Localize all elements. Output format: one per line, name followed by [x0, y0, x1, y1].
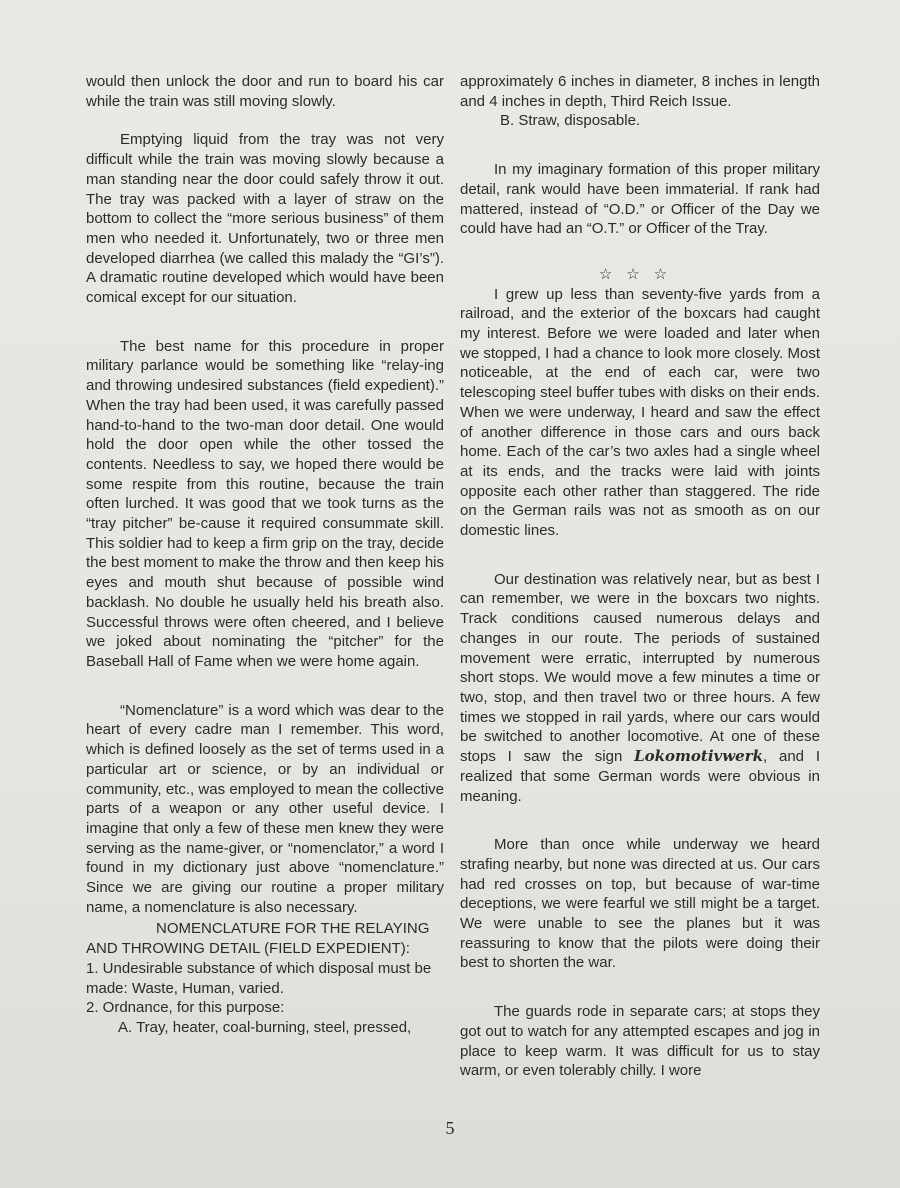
nomenclature-heading: NOMENCLATURE FOR THE RELAYING AND THROWING DETAIL (FIELD EXPEDIENT):	[86, 920, 430, 958]
lokomotivwerk-sign: Lokomotivwerk	[634, 747, 764, 766]
nomenclature-item-1: 1. Undesirable substance of which disposal must be made: Waste, Human, varied.	[86, 959, 432, 997]
paragraph: would then unlock the door and run to board his car while the train was still moving slowly.	[86, 73, 444, 110]
paragraph: I grew up less than seventy-five yards from a railroad, and the exterior of the boxcars had caught my interest. Before we were loaded and later when we stopped, I had a chance to look more closely. Most noticeable, at the end of each car, were two telescoping steel buffer tubes with disks on their ends. When we were underway, I heard and saw the effect of another difference in those cars and ours back home. Each of the car’s two axles had a single wheel at its ends, and the tracks were laid with joints opposite each other rather than staggered. The ride on the German rails was not as smooth as on our domestic lines.	[460, 285, 820, 540]
paragraph-text: , and I realized that some German words were obvious in meaning.	[460, 748, 820, 805]
nomenclature-item-2a: A. Tray, heater, coal-burning, steel, pressed,	[118, 1018, 412, 1036]
page-number: 5	[445, 1118, 455, 1138]
paragraph: In my imaginary formation of this proper military detail, rank would have been immaterial. If rank had mattered, instead of “O.D.” or Officer of the Day we could have had an “O.T.” or Officer of the Tray.	[460, 161, 820, 238]
paragraph: More than once while underway we heard strafing nearby, but none was directed at us. Our cars had red crosses on top, but because of war-time deceptions, we were fearful we still might be a target. We were unable to see the planes but it was reassuring to know that the pilots were doing their best to shorten the war.	[460, 836, 820, 972]
nomenclature-item-2: 2. Ordnance, for this purpose:	[86, 999, 285, 1017]
section-break-stars: ☆☆☆	[598, 265, 682, 283]
paragraph: The guards rode in separate cars; at stops they got out to watch for any attempted escapes and jog in place to keep warm. It was difficult for us to stay warm, or even tolerably chilly. I wore	[460, 1003, 820, 1080]
right-column	[460, 72, 820, 1081]
paragraph	[460, 570, 820, 806]
paragraph: “Nomenclature” is a word which was dear to the heart of every cadre man I remember. This word, which is defined loosely as the set of terms used in a particular art or science, or by an individual or community, etc., was employed to mean the collective parts of a weapon or any other useful device. I imagine that only a few of these men knew they were serving as the name-giver, or “nomenclator,” a word I found in my dictionary just above “nomenclature.” Since we are giving our routine a proper military name, a nomenclature is also necessary.	[86, 701, 444, 916]
paragraph: The best name for this procedure in proper military parlance would be something like “relay-ing and throwing undesired substances (field expedient).” When the tray had been used, it was carefully passed hand-to-hand to the two-man door detail. One would hold the door open while the other tossed the contents. Needless to say, we hoped there would be some respite from this routine, because the train often lurched. It was good that we took turns as the “tray pitcher” be-cause it required consummate skill. This soldier had to keep a firm grip on the tray, decide the best moment to make the throw and then keep his eyes and mouth shut because of possible wind backlash. No double he usually held his breath also. Successful throws were often cheered, and I believe we joked about nominating the “pitcher” for the Baseball Hall of Fame when we were home again.	[86, 337, 444, 670]
paragraph-text: Our destination was relatively near, but as best I can remember, we were in the boxcars two nights. Track conditions caused numerous delays and changes in our route. The periods of sustained movement were erratic, interrupted by numerous short stops. We would move a few minutes a time or two, stop, and then travel two or three hours. A few times we stopped in rail yards, where our cars would be switched to another locomotive. At one of these stops I saw the sign	[460, 570, 820, 766]
paragraph: Emptying liquid from the tray was not very difficult while the train was moving slowly because a man standing near the door could safely throw it out. The tray was packed with a layer of straw on the bottom to collect the “more serious business” of them men who needed it. Unfortunately, two or three men developed diarrhea (we called this malady the “GI’s”). A dramatic routine developed which would have been comical except for our situation.	[86, 131, 444, 307]
nomenclature-item-2a-continued: approximately 6 inches in diameter, 8 inches in length and 4 inches in depth, Third Reich Issue.	[460, 73, 820, 110]
left-column	[86, 72, 444, 1038]
nomenclature-item-2b: B. Straw, disposable.	[500, 112, 641, 130]
